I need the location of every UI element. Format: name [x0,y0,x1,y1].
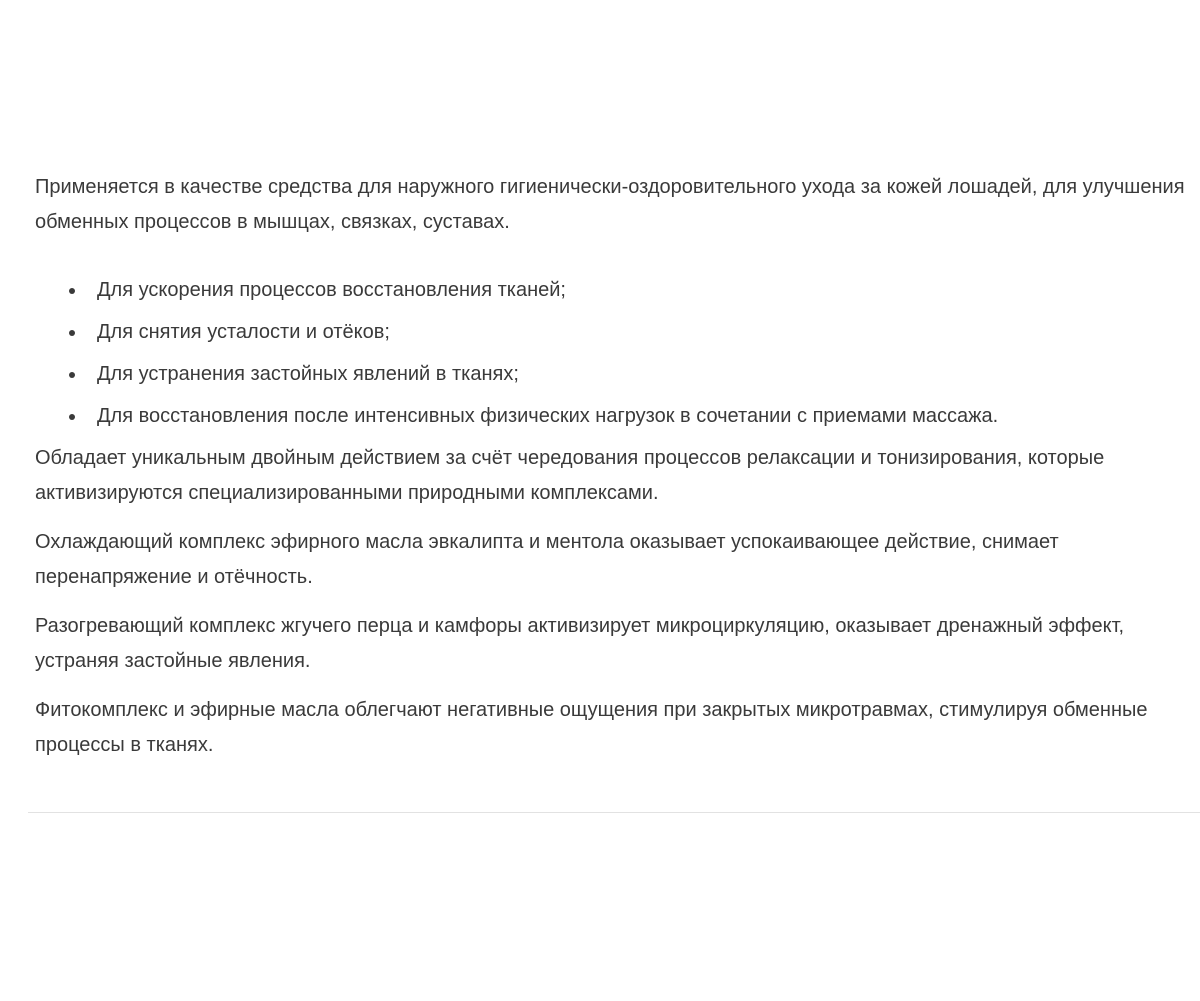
phytocomplex-paragraph: Фитокомплекс и эфирные масла облегчают негативные ощущения при закрытых микротравмах, стимулируя обменные процессы в тканях. [35,699,1148,756]
usage-list [35,273,1195,434]
cooling-complex-paragraph: Охлаждающий комплекс эфирного масла эвкалипта и ментола оказывает успокаивающее действие, снимает перенапряжение и отёчность. [35,531,1059,588]
list-item-text: Для ускорения процессов восстановления тканей; [97,279,566,301]
double-action-paragraph: Обладает уникальным двойным действием за счёт чередования процессов релаксации и тонизирования, которые активизируются специализированными природными комплексами. [35,447,1105,504]
bullet-icon [69,414,75,420]
warming-complex-paragraph: Разогревающий комплекс жгучего перца и камфоры активизирует микроциркуляцию, оказывает дренажный эффект, устраняя застойные явления. [35,615,1125,672]
list-item-text: Для восстановления после интенсивных физических нагрузок в сочетании с приемами массажа. [97,405,999,427]
list-item [35,399,1195,434]
list-item-text: Для снятия усталости и отёков; [97,321,390,343]
bullet-icon [69,372,75,378]
list-item [35,315,1195,350]
list-item-text: Для устранения застойных явлений в тканях; [97,363,519,385]
intro-paragraph: Применяется в качестве средства для наружного гигиенически-оздоровительного ухода за кожей лошадей, для улучшения обменных процессов в мышцах, связках, суставах. [35,176,1185,233]
section-divider [28,812,1200,813]
bullet-icon [69,330,75,336]
list-item [35,357,1195,392]
product-description [35,170,1195,777]
list-item [35,273,1195,308]
bullet-icon [69,288,75,294]
